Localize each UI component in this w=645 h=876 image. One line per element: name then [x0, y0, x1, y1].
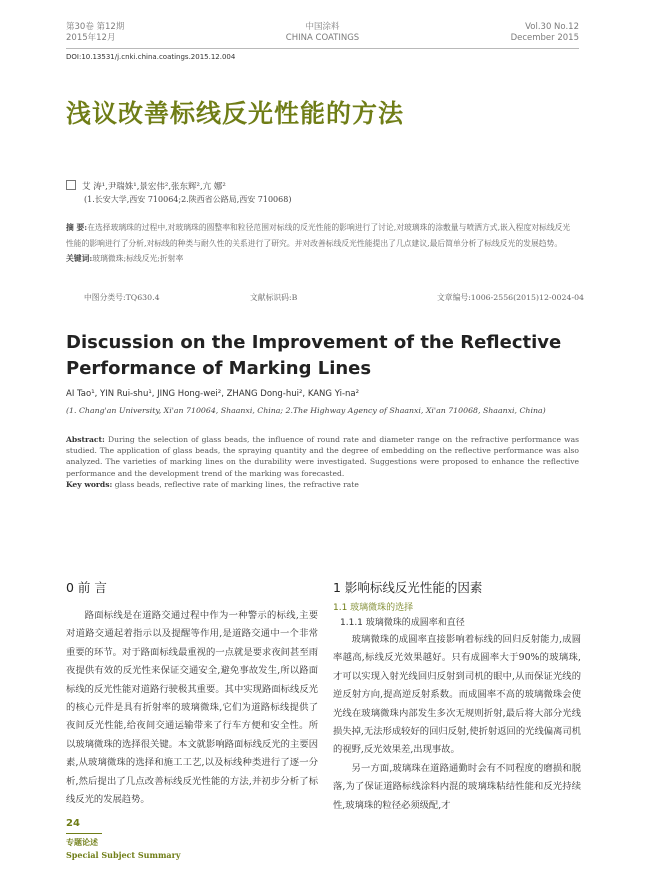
- page-title-cn: 浅议改善标线反光性能的方法: [66, 99, 405, 128]
- keywords-en-label: Key words:: [66, 479, 113, 489]
- section-1-1-heading: 1.1 玻璃微珠的选择: [333, 603, 414, 613]
- abstract-cn: [66, 220, 576, 267]
- doi: DOI:10.13531/j.cnki.china.coatings.2015.12.004: [66, 53, 236, 61]
- abstract-en-label: Abstract:: [66, 435, 105, 444]
- column-name-cn: 专题论述: [66, 837, 98, 847]
- date-en: December 2015: [510, 33, 579, 43]
- journal-issue-info-en: [511, 22, 579, 44]
- abstract-en: [66, 434, 579, 490]
- date-cn: 2015年12月: [66, 33, 116, 43]
- section-1-heading: 1 影响标线反光性能的因素: [333, 580, 483, 595]
- column-name-en: Special Subject Summary: [66, 850, 181, 860]
- authors-cn-text: 艾 涛¹,尹瑞姝¹,景宏伟²,张东辉²,亢 娜²: [82, 182, 226, 192]
- keywords-cn-label: 关键词:: [66, 254, 93, 264]
- section-0-body: [66, 607, 318, 809]
- authors-cn: [66, 180, 226, 192]
- abstract-cn-text: 在选择玻璃珠的过程中,对玻璃珠的圆整率和粒径范围对标线的反光性能的影响进行了讨论,对玻璃珠的涂敷量与喷洒方式,嵌入程度对标线反光性能的影响进行了分析,对标线的种类与耐久性的关系进行了研究。并对改善标线反光性能提出了几点建议,最后简单分析了标线反光的发展趋势。: [66, 223, 571, 248]
- section-0-paragraph: 路面标线是在道路交通过程中作为一种警示的标线,主要对道路交通起着指示以及提醒等作用,是道路交通中一个非常重要的环节。对于路面标线最重视的一点就是要求夜间甚至雨夜提供有效的反光性来保证交通安全,避免事故发生,所以路面标线的反光性能对道路行驶极其重要。其中实现路面标线反光的核心元件是具有折射率的玻璃微珠,它们为道路标线提供了夜间反光性能,给夜间交通运输带来了行车方便和安全性。所以玻璃微珠的选择很关键。本文就影响路面标线反光的主要因素,从玻璃微珠的选择和施工工艺,以及标线种类进行了逐一分析,然后提出了几点改善标线反光性能的方法,并初步分析了标线反光的发展趋势。: [66, 610, 318, 806]
- volume-issue-cn: 第30卷 第12期: [66, 22, 125, 32]
- document-code: 文献标识码:B: [250, 293, 298, 302]
- section-1-paragraph-1: 玻璃微珠的成圆率直接影响着标线的回归反射能力,成圆率越高,标线反光效果越好。只有成圆率大于90%的玻璃珠,才可以实现入射光线回归反射到司机的眼中,从而保证光线的逆反射方向,提高逆反射系数。而成圆率不高的玻璃微珠会使光线在玻璃微珠内部发生多次无规则折射,最后将大部分光线损失掉,无法形成较好的回归反射,使折射返回的光线偏离司机的视野,反光效果差,出现事故。: [333, 634, 581, 756]
- title-en-line2: Performance of Marking Lines: [66, 358, 372, 379]
- section-1-paragraph-2: 另一方面,玻璃珠在道路通勤时会有不同程度的磨损和脱落,为了保证道路标线涂料内混的玻璃珠粘结性能和反光持续性,玻璃珠的粒径必须级配,才: [333, 762, 581, 811]
- journal-name-en: CHINA COATINGS: [285, 33, 360, 43]
- journal-name-cn: 中国涂料: [305, 22, 340, 32]
- abstract-en-text: During the selection of glass beads, the influence of round rate and diameter range on the refractive performance was studied. The application of glass beads, the spraying quantity and the degree of embedding on the reflective performance was also analyzed. The varieties of marking lines on the durability were investigated. Suggestions were proposed to enhance the reflective performance and the development trend of the marking was forecasted.: [66, 435, 580, 478]
- page-title-en: [66, 330, 586, 382]
- page-number: 24: [66, 818, 80, 829]
- affiliation-en: (1. Chang'an University, Xi'an 710064, Shaanxi, China; 2.The Highway Agency of Shaanxi, Xi'an 710068, Shaanxi, China): [66, 406, 546, 415]
- affiliation-cn: (1.长安大学,西安 710064;2.陕西省公路局,西安 710068): [84, 195, 292, 204]
- keywords-cn-text: 玻璃微珠;标线反光;折射率: [92, 254, 184, 264]
- section-0-heading: 0 前 言: [66, 580, 107, 595]
- abstract-cn-label: 摘 要:: [66, 223, 88, 232]
- footer-divider: [66, 833, 102, 834]
- header-divider: [66, 48, 579, 49]
- volume-issue-en: Vol.30 No.12: [525, 22, 579, 32]
- authors-en: AI Tao¹, YIN Rui-shu¹, JING Hong-wei², ZHANG Dong-hui², KANG Yi-na²: [66, 389, 360, 399]
- checkbox-icon: [66, 180, 76, 190]
- article-number: 文章编号:1006-2556(2015)12-0024-04: [436, 293, 584, 302]
- keywords-en-text: glass beads, reflective rate of marking lines, the refractive rate: [114, 479, 359, 489]
- title-en-line1: Discussion on the Improvement of the Reflective: [66, 332, 562, 353]
- clc-number: 中图分类号:TQ630.4: [84, 293, 160, 302]
- section-1-1-1-heading: 1.1.1 玻璃微珠的成圆率和直径: [340, 618, 465, 628]
- section-1-body: [333, 631, 581, 815]
